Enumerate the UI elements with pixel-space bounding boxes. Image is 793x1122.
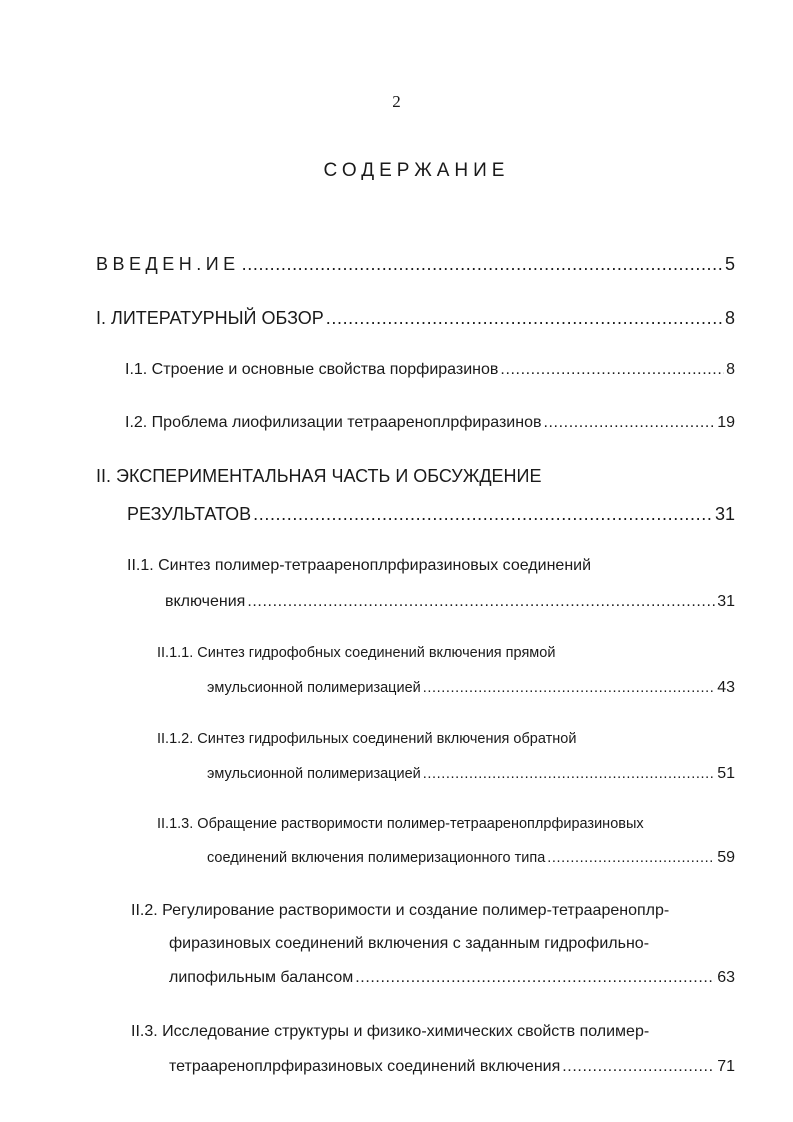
toc-entry-page: 63 bbox=[717, 969, 735, 986]
leader-dots bbox=[562, 1058, 715, 1076]
toc-entry-title: липофильным балансом bbox=[169, 969, 354, 986]
toc-entry-page: 51 bbox=[717, 765, 735, 782]
toc-entry-section-1-1 bbox=[125, 361, 735, 379]
toc-entry-page: 5 bbox=[724, 254, 735, 274]
toc-entry-chapter-2-line1: II. ЭКСПЕРИМЕНТАЛЬНАЯ ЧАСТЬ И ОБСУЖДЕНИЕ bbox=[96, 466, 542, 486]
toc-entry-section-2-1-line1: II.1. Синтез полимер-тетраареноплрфиразиновых соединений bbox=[127, 557, 592, 574]
toc-entry-title: эмульсионной полимеризацией bbox=[207, 766, 421, 782]
toc-entry-chapter-2 bbox=[127, 504, 735, 525]
page-title: СОДЕРЖАНИЕ bbox=[323, 160, 510, 181]
leader-dots bbox=[423, 680, 715, 696]
toc-entry-section-2-1-1 bbox=[207, 679, 735, 697]
toc-entry-title: тетраареноплрфиразиновых соединений включения bbox=[169, 1058, 561, 1075]
leader-dots bbox=[500, 361, 724, 379]
toc-entry-title: I.1. Строение и основные свойства порфиразинов bbox=[125, 361, 499, 378]
toc-entry-chapter-1 bbox=[96, 308, 735, 329]
toc-entry-title: РЕЗУЛЬТАТОВ bbox=[127, 504, 252, 524]
toc-entry-section-2-1-1-line1: II.1.1. Синтез гидрофобных соединений включения прямой bbox=[157, 645, 556, 661]
leader-dots bbox=[247, 593, 715, 611]
leader-dots bbox=[547, 850, 715, 866]
toc-entry-page: 31 bbox=[714, 504, 735, 524]
toc-entry-title: ВВЕДЕН.ИЕ bbox=[96, 254, 240, 274]
leader-dots bbox=[423, 766, 715, 782]
toc-entry-page: 43 bbox=[717, 679, 735, 696]
toc-entry-intro bbox=[96, 254, 735, 275]
toc-entry-title: соединений включения полимеризационного типа bbox=[207, 850, 546, 866]
toc-entry-page: 8 bbox=[726, 361, 735, 378]
toc-entry-page: 8 bbox=[724, 308, 735, 328]
leader-dots bbox=[326, 308, 723, 329]
toc-entry-section-2-3-line1: II.3. Исследование структуры и физико-химических свойств полимер- bbox=[131, 1023, 650, 1040]
leader-dots bbox=[355, 969, 715, 987]
toc-entry-page: 31 bbox=[717, 593, 735, 610]
toc-entry-section-2-1-2 bbox=[207, 765, 735, 783]
page-number: 2 bbox=[392, 92, 401, 111]
toc-entry-section-1-2 bbox=[125, 414, 735, 432]
leader-dots bbox=[253, 504, 713, 525]
toc-entry-section-2-1-3 bbox=[207, 849, 735, 867]
toc-entry-section-2-2-line1: II.2. Регулирование растворимости и создание полимер-тетраареноплр- bbox=[131, 902, 670, 919]
toc-entry-section-2-2-line2: фиразиновых соединений включения с заданным гидрофильно- bbox=[169, 935, 650, 952]
toc-entry-section-2-1-2-line1: II.1.2. Синтез гидрофильных соединений включения обратной bbox=[157, 731, 577, 747]
toc-entry-section-2-1-3-line1: II.1.3. Обращение растворимости полимер-тетраареноплрфиразиновых bbox=[157, 816, 644, 832]
leader-dots bbox=[242, 254, 723, 275]
leader-dots bbox=[543, 414, 715, 432]
toc-entry-title: I.2. Проблема лиофилизации тетраареноплрфиразинов bbox=[125, 414, 542, 431]
toc-entry-page: 19 bbox=[717, 414, 735, 431]
toc-entry-page: 59 bbox=[717, 849, 735, 866]
toc-entry-title: I. ЛИТЕРАТУРНЫЙ ОБЗОР bbox=[96, 308, 324, 328]
toc-entry-page: 71 bbox=[717, 1058, 735, 1075]
toc-entry-section-2-2 bbox=[169, 969, 735, 987]
toc-entry-section-2-1 bbox=[165, 593, 735, 611]
toc-entry-title: включения bbox=[165, 593, 246, 610]
toc-entry-title: эмульсионной полимеризацией bbox=[207, 680, 421, 696]
toc-entry-section-2-3 bbox=[169, 1058, 735, 1076]
